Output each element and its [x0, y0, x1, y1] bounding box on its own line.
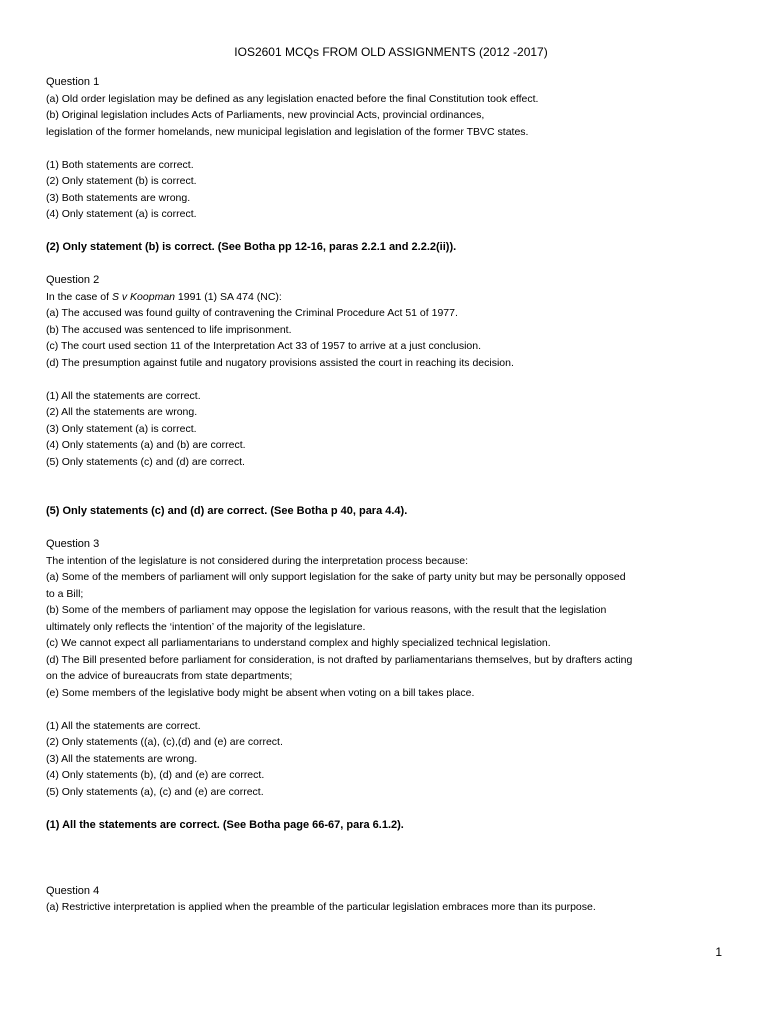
option-line: (2) Only statements ((a), (c),(d) and (e) are correct. — [46, 736, 283, 748]
statement-line: (c) The court used section 11 of the Interpretation Act 33 of 1957 to arrive at a just conclusion. — [46, 340, 482, 352]
answer-line: (1) All the statements are correct. (See Botha page 66-67, para 6.1.2). — [46, 818, 404, 831]
question-heading: Question 3 — [46, 538, 100, 550]
option-line: (4) Only statement (a) is correct. — [46, 208, 197, 220]
statement-line: (b) Original legislation includes Acts of Parliaments, new provincial Acts, provincial ordinances, — [46, 109, 485, 121]
question-4 — [46, 883, 728, 916]
statement-line: ultimately only reflects the ‘intention’ of the majority of the legislature. — [46, 620, 366, 633]
statement-line: (a) Some of the members of parliament will only support legislation for the sake of party unity but may be personally opposed — [46, 571, 626, 583]
option-line: (5) Only statements (a), (c) and (e) are correct. — [46, 785, 264, 798]
option-line: (1) All the statements are correct. — [46, 389, 201, 402]
statement-line: (a) The accused was found guilty of contravening the Criminal Procedure Act 51 of 1977. — [46, 307, 458, 319]
statement-line: (d) The presumption against futile and nugatory provisions assisted the court in reaching its decision. — [46, 356, 514, 369]
page-number: 1 — [715, 945, 722, 959]
statement-line: (d) The Bill presented before parliament for consideration, is not drafted by parliamentarians themselves, but by drafters acting — [46, 653, 633, 666]
question-3 — [46, 536, 728, 883]
statement-line: (a) Old order legislation may be defined as any legislation enacted before the final Constitution took effect. — [46, 92, 539, 105]
option-line: (3) All the statements are wrong. — [46, 752, 198, 765]
intro-suffix: 1991 (1) SA 474 (NC): — [175, 290, 282, 303]
option-line: (5) Only statements (c) and (d) are correct. — [46, 455, 245, 468]
answer-line: (2) Only statement (b) is correct. (See Botha pp 12-16, paras 2.2.1 and 2.2.2(ii)). — [46, 241, 457, 253]
question-2 — [46, 272, 728, 536]
option-line: (4) Only statements (b), (d) and (e) are correct. — [46, 769, 265, 781]
option-line: (1) All the statements are correct. — [46, 719, 201, 732]
question-intro — [46, 289, 728, 306]
option-line: (1) Both statements are correct. — [46, 158, 194, 171]
statement-line: (b) Some of the members of parliament may oppose the legislation for various reasons, with the result that the legislation — [46, 604, 607, 616]
document-title: IOS2601 MCQs FROM OLD ASSIGNMENTS (2012 -2017) — [234, 45, 548, 59]
statement-line: (a) Restrictive interpretation is applied when the preamble of the particular legislation embraces more than its purpose. — [46, 901, 596, 913]
option-line: (4) Only statements (a) and (b) are correct. — [46, 439, 246, 451]
intro-prefix: In the case of — [46, 290, 112, 303]
option-line: (2) All the statements are wrong. — [46, 406, 198, 418]
question-1 — [46, 74, 728, 272]
question-intro: The intention of the legislature is not considered during the interpretation process because: — [46, 554, 469, 567]
option-line: (2) Only statement (b) is correct. — [46, 175, 197, 187]
statement-line: (e) Some members of the legislative body might be absent when voting on a bill takes place. — [46, 686, 475, 699]
option-line: (3) Only statement (a) is correct. — [46, 422, 197, 435]
question-heading: Question 2 — [46, 274, 100, 286]
case-name: S v Koopman — [111, 290, 176, 303]
question-heading: Question 4 — [46, 884, 100, 897]
statement-line: to a Bill; — [46, 587, 84, 600]
statement-line: (b) The accused was sentenced to life imprisonment. — [46, 323, 292, 336]
answer-line: (5) Only statements (c) and (d) are correct. (See Botha p 40, para 4.4). — [46, 505, 408, 517]
question-heading: Question 1 — [46, 76, 100, 88]
statement-line: (c) We cannot expect all parliamentarians to understand complex and highly specialized technical legislation. — [46, 637, 551, 649]
option-line: (3) Both statements are wrong. — [46, 191, 191, 204]
statement-line: legislation of the former homelands, new municipal legislation and legislation of the former TBVC states. — [46, 125, 529, 138]
statement-line: on the advice of bureaucrats from state departments; — [46, 670, 293, 682]
